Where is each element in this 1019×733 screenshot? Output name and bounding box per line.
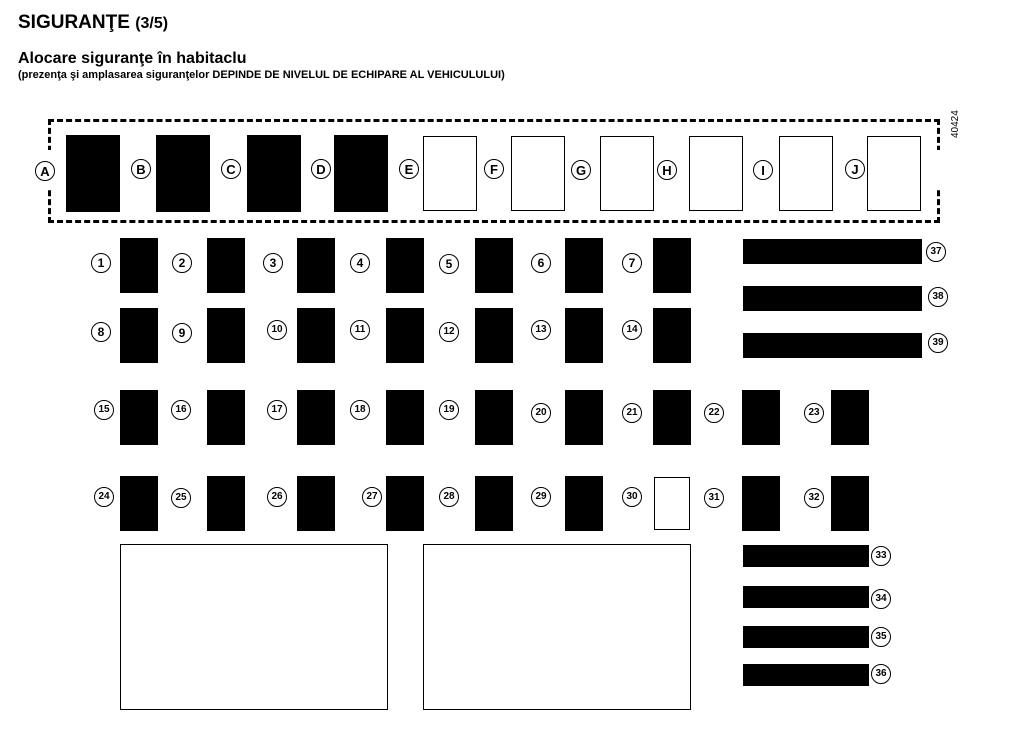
fuse-19 [475, 390, 513, 445]
fuse-label-16: 16 [171, 400, 191, 420]
enclosure-gap-right [932, 150, 944, 188]
fuse-5 [475, 238, 513, 293]
fuse-f [511, 136, 565, 211]
fuse-label-3: 3 [263, 253, 283, 273]
fuse-18 [386, 390, 424, 445]
fuse-10 [297, 308, 335, 363]
fuse-label-18: 18 [350, 400, 370, 420]
fuse-13 [565, 308, 603, 363]
fuse-a [66, 135, 120, 212]
fuse-label-b: B [131, 159, 151, 179]
fuse-label-20: 20 [531, 403, 551, 423]
relay-slot-right [423, 544, 691, 710]
fuse-j [867, 136, 921, 211]
fuse-11 [386, 308, 424, 363]
equipment-note: (prezenţa şi amplasarea siguranţelor DEPINDE DE NIVELUL DE ECHIPARE AL VEHICULULUI) [18, 69, 505, 81]
fuse-label-30: 30 [622, 487, 642, 507]
fuse-label-17: 17 [267, 400, 287, 420]
fuse-9 [207, 308, 245, 363]
fuse-label-5: 5 [439, 254, 459, 274]
fuse-label-26: 26 [267, 487, 287, 507]
fuse-2 [207, 238, 245, 293]
fuse-label-21: 21 [622, 403, 642, 423]
fuse-label-33: 33 [871, 546, 891, 566]
fuse-23 [831, 390, 869, 445]
fuse-label-11: 11 [350, 320, 370, 340]
fuse-label-13: 13 [531, 320, 551, 340]
fuse-label-f: F [484, 159, 504, 179]
fuse-30 [654, 477, 690, 530]
fuse-label-36: 36 [871, 664, 891, 684]
fuse-20 [565, 390, 603, 445]
fuse-24 [120, 476, 158, 531]
fuse-label-6: 6 [531, 253, 551, 273]
fuse-label-10: 10 [267, 320, 287, 340]
fuse-label-37: 37 [926, 242, 946, 262]
fuse-28 [475, 476, 513, 531]
section-subtitle: Alocare siguranţe în habitaclu [18, 50, 247, 67]
fuse-label-d: D [311, 159, 331, 179]
fuse-label-8: 8 [91, 322, 111, 342]
fuse-label-27: 27 [362, 487, 382, 507]
fuse-39 [743, 333, 922, 358]
fuse-label-1: 1 [91, 253, 111, 273]
fuse-12 [475, 308, 513, 363]
fuse-label-15: 15 [94, 400, 114, 420]
fuse-7 [653, 238, 691, 293]
fuse-21 [653, 390, 691, 445]
fuse-label-34: 34 [871, 589, 891, 609]
fuse-22 [742, 390, 780, 445]
fuse-b [156, 135, 210, 212]
figure-reference-number: 40424 [950, 110, 961, 138]
fuse-16 [207, 390, 245, 445]
fuse-label-c: C [221, 159, 241, 179]
fuse-label-23: 23 [804, 403, 824, 423]
fuse-3 [297, 238, 335, 293]
fuse-label-38: 38 [928, 287, 948, 307]
fuse-label-j: J [845, 159, 865, 179]
relay-slot-left [120, 544, 388, 710]
fuse-38 [743, 286, 922, 311]
fuse-label-24: 24 [94, 487, 114, 507]
fuse-35 [743, 626, 869, 648]
fuse-label-2: 2 [172, 253, 192, 273]
fuse-4 [386, 238, 424, 293]
fuse-6 [565, 238, 603, 293]
fuse-8 [120, 308, 158, 363]
fuse-label-9: 9 [172, 323, 192, 343]
fuse-33 [743, 545, 869, 567]
fuse-label-31: 31 [704, 488, 724, 508]
fuse-1 [120, 238, 158, 293]
fuse-14 [653, 308, 691, 363]
fuse-label-39: 39 [928, 333, 948, 353]
fuse-37 [743, 239, 922, 264]
fuse-label-e: E [399, 159, 419, 179]
fuse-32 [831, 476, 869, 531]
fuse-25 [207, 476, 245, 531]
fuse-label-28: 28 [439, 487, 459, 507]
fuse-label-4: 4 [350, 253, 370, 273]
fuse-c [247, 135, 301, 212]
fuse-34 [743, 586, 869, 608]
fuse-label-25: 25 [171, 488, 191, 508]
fuse-27 [386, 476, 424, 531]
fuse-label-19: 19 [439, 400, 459, 420]
fuse-26 [297, 476, 335, 531]
fuse-29 [565, 476, 603, 531]
fuse-e [423, 136, 477, 211]
fuse-17 [297, 390, 335, 445]
fuse-label-h: H [657, 160, 677, 180]
fuse-label-a: A [35, 161, 55, 181]
fuse-d [334, 135, 388, 212]
fuse-label-22: 22 [704, 403, 724, 423]
fuse-label-g: G [571, 160, 591, 180]
fuse-label-32: 32 [804, 488, 824, 508]
fuse-36 [743, 664, 869, 686]
fuse-31 [742, 476, 780, 531]
fuse-h [689, 136, 743, 211]
fuse-label-14: 14 [622, 320, 642, 340]
fuse-label-i: I [753, 160, 773, 180]
page-title: SIGURANŢE (3/5) [18, 12, 169, 33]
fuse-label-35: 35 [871, 627, 891, 647]
fuse-label-12: 12 [439, 322, 459, 342]
fuse-label-29: 29 [531, 487, 551, 507]
fuse-label-7: 7 [622, 253, 642, 273]
fuse-g [600, 136, 654, 211]
fuse-i [779, 136, 833, 211]
fuse-15 [120, 390, 158, 445]
